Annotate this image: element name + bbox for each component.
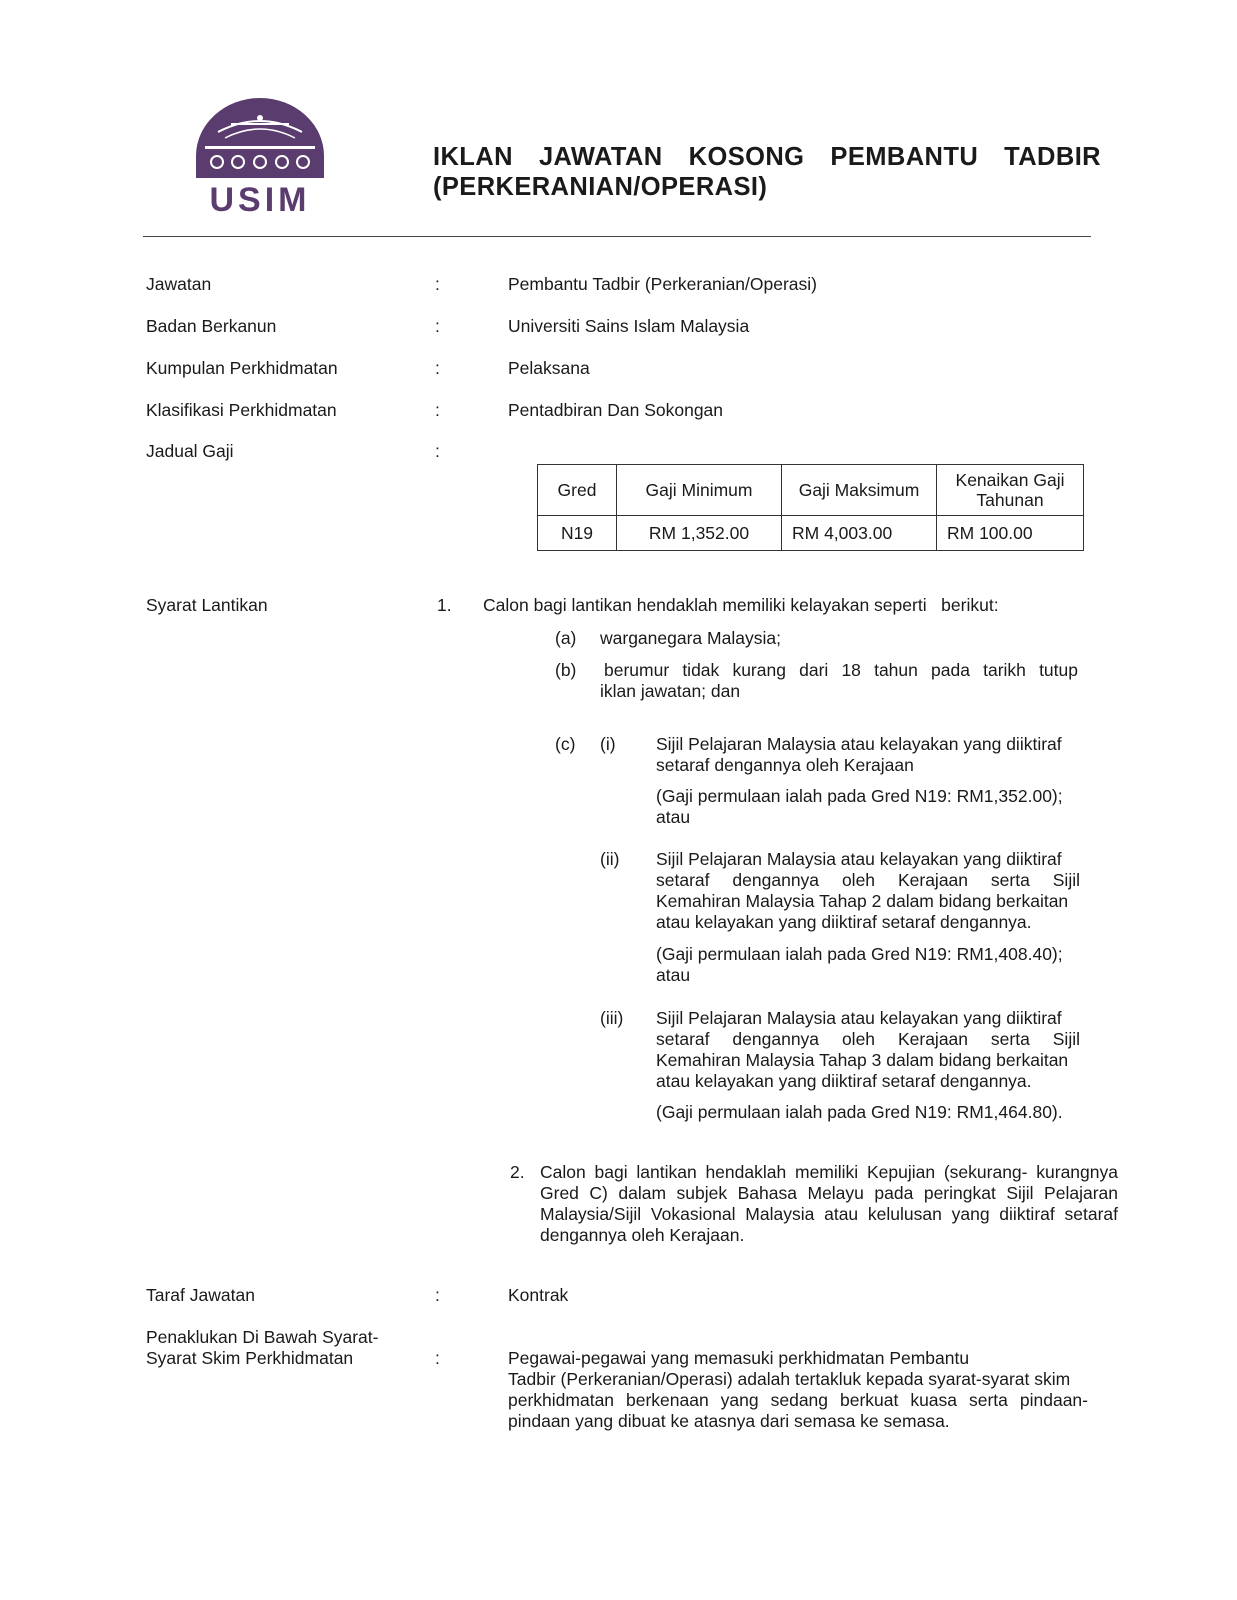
header-kenaikan-line1: Kenaikan Gaji xyxy=(955,470,1065,490)
item-c-iii-line3: Kemahiran Malaysia Tahap 3 dalam bidang berkaitan xyxy=(656,1050,1069,1070)
header-gaji-maksimum: Gaji Maksimum xyxy=(782,465,937,516)
penaklukan-label-line2: Syarat Skim Perkhidmatan xyxy=(146,1348,354,1368)
taraf-value: Kontrak xyxy=(508,1285,569,1305)
salary-header-row xyxy=(538,465,1084,516)
item-c-iii-label: (iii) xyxy=(600,1008,624,1028)
badan-label: Badan Berkanun xyxy=(146,316,277,336)
item-b-text xyxy=(600,660,1078,702)
penaklukan-line2: Tadbir (Perkeranian/Operasi) adalah tertakluk kepada syarat-syarat skim xyxy=(508,1369,1071,1389)
item-a-label: (a) xyxy=(555,628,577,648)
header-divider xyxy=(143,236,1091,237)
badan-colon: : xyxy=(435,316,440,336)
item-c-ii-text xyxy=(656,849,1080,933)
jawatan-label: Jawatan xyxy=(146,274,212,294)
item2-text xyxy=(540,1162,1118,1246)
item-c-ii-gaji xyxy=(656,944,1080,986)
header-gaji-minimum: Gaji Minimum xyxy=(617,465,782,516)
item-c-label: (c) xyxy=(555,734,576,754)
item-c-i-line1: Sijil Pelajaran Malaysia atau kelayakan yang diiktiraf xyxy=(656,734,1062,754)
item-c-ii-line4: atau kelayakan yang diiktiraf setaraf dengannya. xyxy=(656,912,1032,932)
penaklukan-line3: perkhidmatan berkenaan yang sedang berkuat kuasa serta pindaan- xyxy=(508,1390,1088,1410)
item-c-i-line2: setaraf dengannya oleh Kerajaan xyxy=(656,755,914,775)
item2-line1: Calon bagi lantikan hendaklah memiliki Kepujian (sekurang- kurangnya xyxy=(540,1162,1118,1182)
cell-gaji-minimum: RM 1,352.00 xyxy=(617,516,782,551)
item-c-i-text xyxy=(656,734,1080,776)
jadual-label: Jadual Gaji xyxy=(146,441,234,461)
item1-text: Calon bagi lantikan hendaklah memiliki kelayakan seperti berikut: xyxy=(483,595,999,615)
item2-line3: Malaysia/Sijil Vokasional Malaysia atau kelulusan yang diiktiraf setaraf xyxy=(540,1204,1118,1224)
item-c-iii-line2: setaraf dengannya oleh Kerajaan serta Sijil xyxy=(656,1029,1080,1049)
page-title xyxy=(433,142,1101,202)
item-c-i-gaji-line2: atau xyxy=(656,807,691,827)
item-c-i-gaji-line1: (Gaji permulaan ialah pada Gred N19: RM1,352.00); xyxy=(656,786,1063,806)
header-kenaikan xyxy=(937,465,1084,516)
kumpulan-label: Kumpulan Perkhidmatan xyxy=(146,358,338,378)
jawatan-colon: : xyxy=(435,274,440,294)
item-c-ii-line2: setaraf dengannya oleh Kerajaan serta Sijil xyxy=(656,870,1080,890)
item-c-ii-gaji-line2: atau xyxy=(656,965,691,985)
kumpulan-value: Pelaksana xyxy=(508,358,590,378)
taraf-label: Taraf Jawatan xyxy=(146,1285,255,1305)
penaklukan-colon: : xyxy=(435,1348,440,1368)
item-b-line1: berumur tidak kurang dari 18 tahun pada tarikh tutup xyxy=(604,660,1078,680)
item-c-ii-label: (ii) xyxy=(600,849,620,869)
item-c-ii-line1: Sijil Pelajaran Malaysia atau kelayakan yang diiktiraf xyxy=(656,849,1062,869)
penaklukan-label xyxy=(146,1327,378,1369)
salary-table xyxy=(537,464,1084,551)
item-b-label: (b) xyxy=(555,660,577,680)
item-c-i-gaji xyxy=(656,786,1080,828)
item-c-ii-gaji-line1: (Gaji permulaan ialah pada Gred N19: RM1,408.40); xyxy=(656,944,1063,964)
jawatan-value: Pembantu Tadbir (Perkeranian/Operasi) xyxy=(508,274,818,294)
penaklukan-line1: Pegawai-pegawai yang memasuki perkhidmatan Pembantu xyxy=(508,1348,970,1368)
title-line-2: (PERKERANIAN/OPERASI) xyxy=(433,173,768,201)
item-a-text: warganegara Malaysia; xyxy=(600,628,781,648)
item-c-iii-line4: atau kelayakan yang diiktiraf setaraf dengannya. xyxy=(656,1071,1032,1091)
item2-number: 2. xyxy=(510,1162,525,1182)
item1-number: 1. xyxy=(437,595,452,615)
item-b-line2: iklan jawatan; dan xyxy=(600,681,741,701)
taraf-colon: : xyxy=(435,1285,440,1305)
klasifikasi-value: Pentadbiran Dan Sokongan xyxy=(508,400,724,420)
item2-line4: dengannya oleh Kerajaan. xyxy=(540,1225,745,1245)
usim-logo xyxy=(193,96,327,216)
syarat-label: Syarat Lantikan xyxy=(146,595,268,615)
item-c-ii-line3: Kemahiran Malaysia Tahap 2 dalam bidang berkaitan xyxy=(656,891,1069,911)
kumpulan-colon: : xyxy=(435,358,440,378)
header-gred: Gred xyxy=(538,465,617,516)
item-c-iii-line1: Sijil Pelajaran Malaysia atau kelayakan yang diiktiraf xyxy=(656,1008,1062,1028)
cell-gaji-maksimum: RM 4,003.00 xyxy=(782,516,937,551)
klasifikasi-label: Klasifikasi Perkhidmatan xyxy=(146,400,337,420)
title-line-1: IKLAN JAWATAN KOSONG PEMBANTU TADBIR xyxy=(433,143,1101,171)
salary-data-row xyxy=(538,516,1084,551)
cell-kenaikan: RM 100.00 xyxy=(937,516,1084,551)
penaklukan-text xyxy=(508,1348,1088,1432)
header-kenaikan-line2: Tahunan xyxy=(976,490,1044,510)
logo-text: USIM xyxy=(209,181,311,216)
penaklukan-label-line1: Penaklukan Di Bawah Syarat- xyxy=(146,1327,379,1347)
item2-line2: Gred C) dalam subjek Bahasa Melayu pada peringkat Sijil Pelajaran xyxy=(540,1183,1118,1203)
cell-gred: N19 xyxy=(538,516,617,551)
jadual-colon: : xyxy=(435,441,440,461)
badan-value: Universiti Sains Islam Malaysia xyxy=(508,316,750,336)
klasifikasi-colon: : xyxy=(435,400,440,420)
item-c-iii-text xyxy=(656,1008,1080,1092)
item-c-iii-gaji: (Gaji permulaan ialah pada Gred N19: RM1,464.80). xyxy=(656,1102,1063,1122)
item-c-i-label: (i) xyxy=(600,734,616,754)
penaklukan-line4: pindaan yang dibuat ke atasnya dari semasa ke semasa. xyxy=(508,1411,950,1431)
